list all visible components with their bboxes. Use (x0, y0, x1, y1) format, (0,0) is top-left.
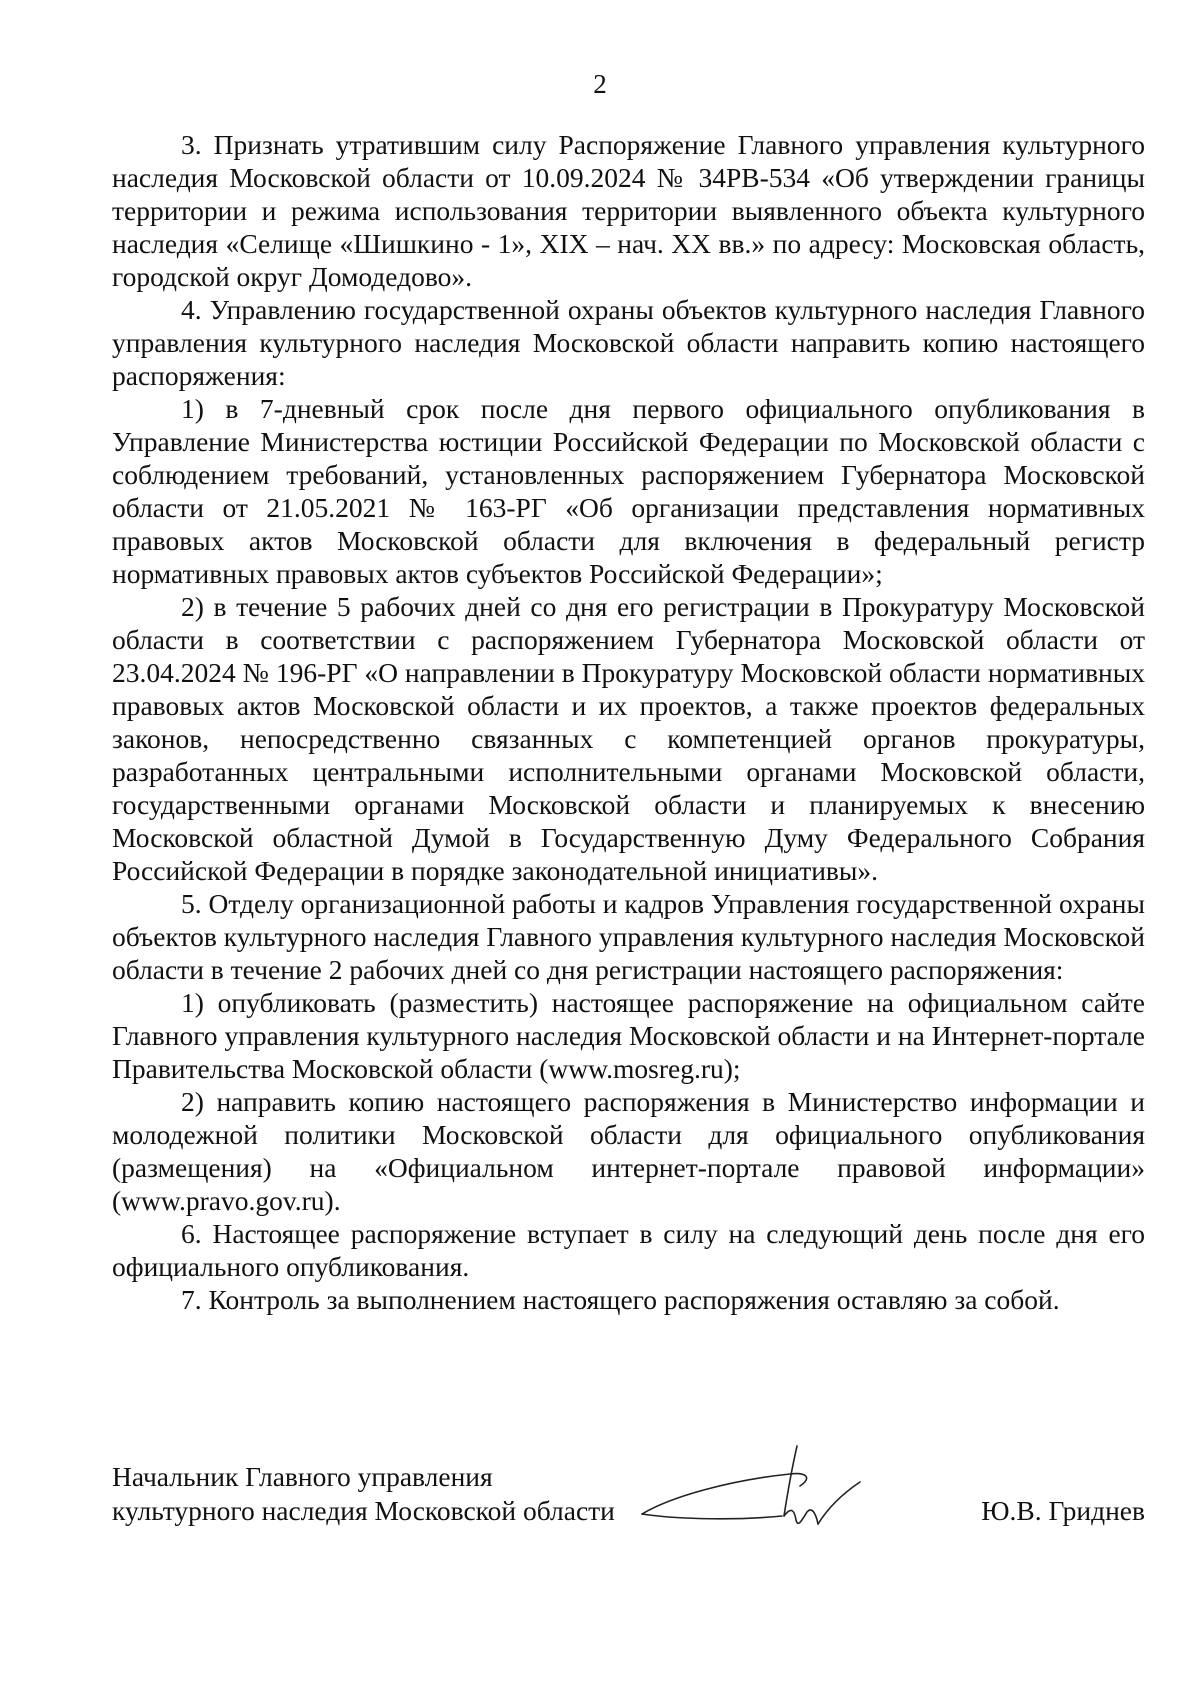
paragraph-7-control: 7. Контроль за выполнением настоящего распоряжения оставляю за собой. (181, 1284, 1060, 1315)
paragraph-5-item-2: 2) направить копию настоящего распоряжения в Министерство информации и молодежной политики Московской области для официального опубликования (размещения) на «Официальном интернет-портале правовой информации» (www.pravo.gov.ru). (112, 1086, 1145, 1216)
signatory-position-line-2: культурного наследия Московской области (112, 1495, 615, 1526)
signatory-name: Ю.В. Гриднев (981, 1495, 1145, 1526)
paragraph-5-department: 5. Отделу организационной работы и кадров Управления государственной охраны объектов культурного наследия Главного управления культурного наследия Московской области в течение 2 рабочих дней со дня регистрации настоящего распоряжения: (112, 888, 1145, 985)
signatory-position-line-1: Начальник Главного управления (112, 1461, 493, 1492)
signature-block (112, 1460, 1145, 1580)
page-number: 2 (593, 69, 607, 99)
signatory-position (112, 1460, 615, 1528)
paragraph-6-effective: 6. Настоящее распоряжение вступает в силу на следующий день после дня его официального опубликования. (112, 1218, 1145, 1282)
paragraph-4-item-1: 1) в 7-дневный срок после дня первого официального опубликования в Управление Министерства юстиции Российской Федерации по Московской области с соблюдением требований, установленных распоряжением Губернатора Московской области от 21.05.2021 № 163-РГ «Об организации представления нормативных правовых актов Московской области для включения в федеральный регистр нормативных правовых актов субъектов Российской Федерации»; (112, 393, 1145, 589)
document-body (112, 128, 1145, 1316)
paragraph-5-item-1: 1) опубликовать (разместить) настоящее распоряжение на официальном сайте Главного управления культурного наследия Московской области и на Интернет-портале Правительства Московской области (www.mosreg.ru); (112, 987, 1145, 1084)
handwritten-signature (632, 1438, 892, 1548)
paragraph-3-repeal: 3. Признать утратившим силу Распоряжение Главного управления культурного наследия Московской области от 10.09.2024 № 34РВ-534 «Об утверждении границы территории и режима использования территории выявленного объекта культурного наследия «Селище «Шишкино - 1», XIX – нач. XX вв.» по адресу: Московская область, городской округ Домодедово». (112, 129, 1145, 292)
paragraph-4-send-copy: 4. Управлению государственной охраны объектов культурного наследия Главного управления культурного наследия Московской области направить копию настоящего распоряжения: (112, 294, 1145, 391)
paragraph-4-item-2: 2) в течение 5 рабочих дней со дня его регистрации в Прокуратуру Московской области в соответствии с распоряжением Губернатора Московской области от 23.04.2024 № 196-РГ «О направлении в Прокуратуру Московской области нормативных правовых актов Московской области и их проектов, а также проектов федеральных законов, непосредственно связанных с компетенцией органов прокуратуры, разработанных центральными исполнительными органами Московской области, государственными органами Московской области и планируемых к внесению Московской областной Думой в Государственную Думу Федерального Собрания Российской Федерации в порядке законодательной инициативы». (112, 591, 1145, 886)
